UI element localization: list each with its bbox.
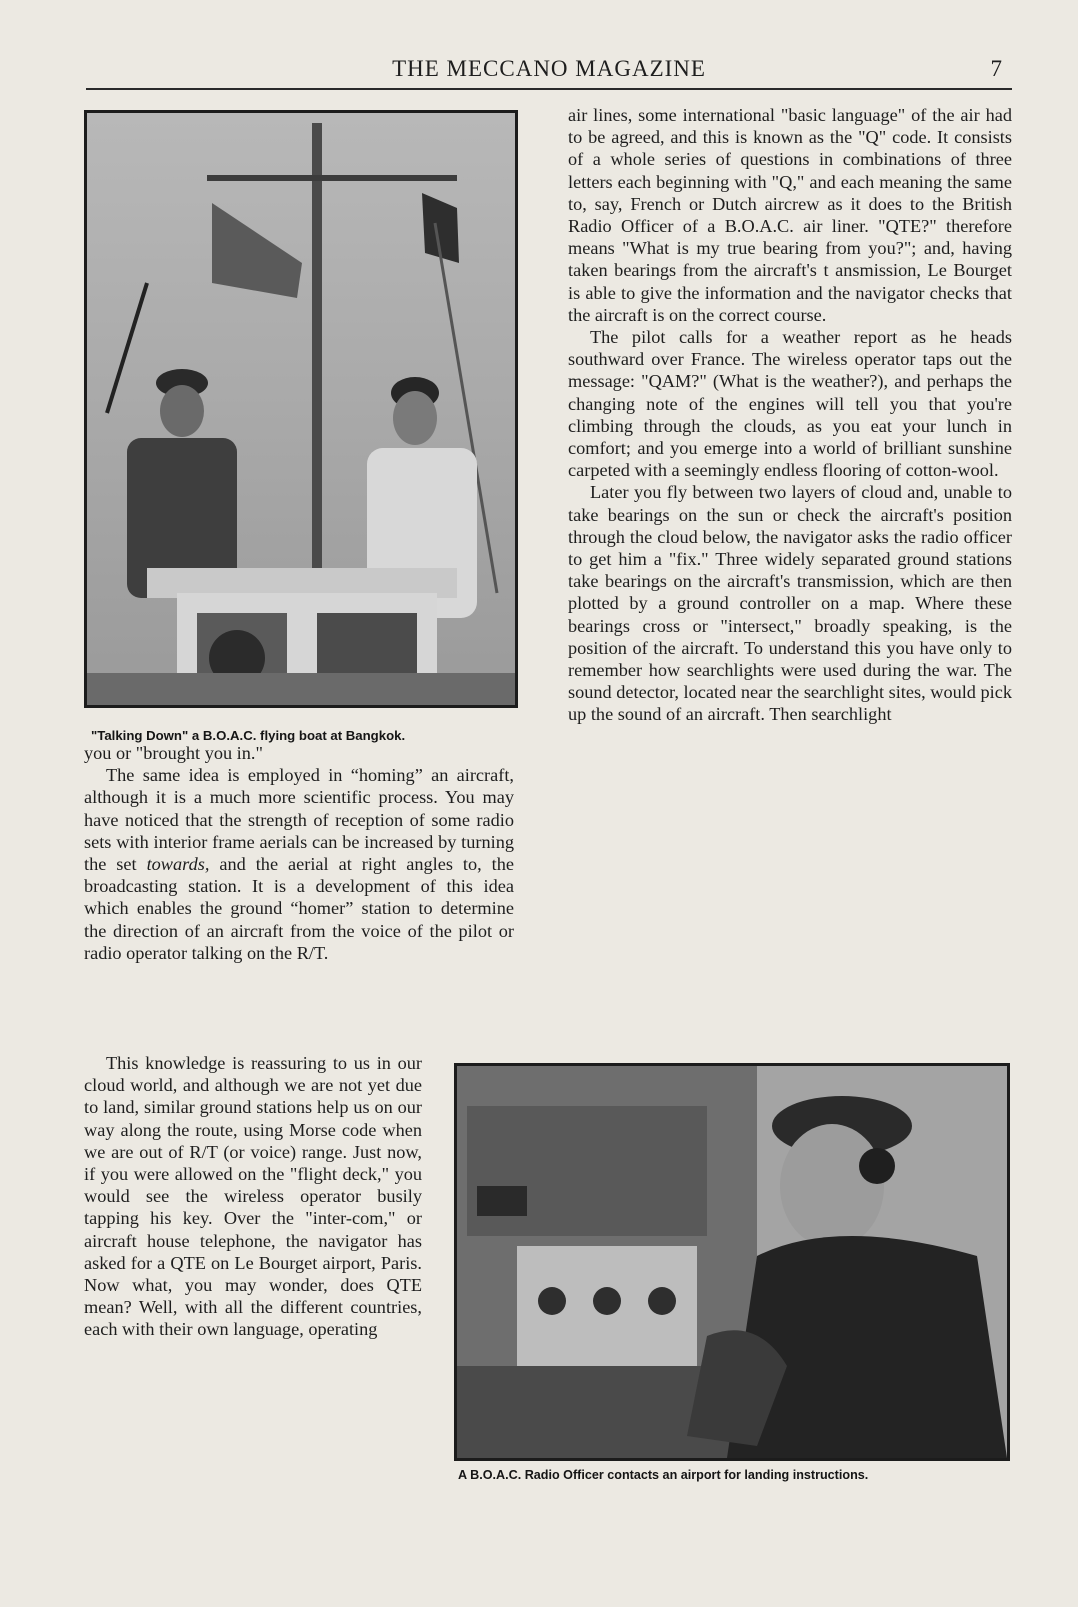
left-paragraph-2: The same idea is employed in “homing” an aircraft, although it is a much more scientific process. You may have noticed that the strength of reception of some radio sets with interior frame aerials can be increased by turning the set towards, and the aerial at right angles to, the broadcasting station. It is a development of this idea which enables the ground “homer” station to determine the direction of an aircraft from the voice of the pilot or radio operator talking on the R/T. xyxy=(84,765,514,963)
left-italic-towards: towards, xyxy=(146,854,210,875)
photo-caption-bottom: A B.O.A.C. Radio Officer contacts an airport for landing instructions. xyxy=(458,1468,869,1482)
left-paragraph-1: you or "brought you in." xyxy=(84,743,263,763)
left-column-text-lower xyxy=(84,1052,422,1341)
photo-talking-down xyxy=(84,110,518,708)
right-paragraph-3: Later you fly between two layers of cloud and, unable to take bearings on the sun or check the aircraft's position through the cloud below, the navigator asks the radio officer to get him a "fix." Three widely separated ground stations take bearings on the aircraft's transmission, which are then plotted by a ground controller on a map. Where these bearings cross or "intersect," broadly speaking, is the position of the aircraft. To understand this you have only to remember how searchlights were used during the war. The sound detector, located near the searchlight sites, would pick up the sound of an aircraft. Then searchlight xyxy=(568,482,1012,725)
right-paragraph-1: air lines, some international "basic language" of the air had to be agreed, and this is known as the "Q" code. It consists of a whole series of questions in combinations of three letters each beginning with "Q," and each meaning the same to, say, French or Dutch aircrew as it does to the British Radio Officer of a B.O.A.C. air liner. "QTE?" therefore means "What is my true bearing from you?"; and, having taken bearings from the aircraft's t ansmission, Le Bourget is able to give the information and the navigator checks that the aircraft is on the correct course. xyxy=(568,105,1012,325)
photo-radio-officer-image xyxy=(457,1066,1007,1458)
photo-radio-officer xyxy=(454,1063,1010,1461)
right-column-text xyxy=(568,104,1012,726)
page-number: 7 xyxy=(990,56,1002,81)
left-paragraph-3: This knowledge is reassuring to us in our cloud world, and although we are not yet due to land, similar ground stations help us on our way along the route, using Morse code when we are out of R/T (or voice) range. Just now, if you were allowed on the "flight deck," you would see the wireless operator busily tapping his key. Over the "inter-com," or aircraft house telephone, the navigator has asked for a QTE on Le Bourget airport, Paris. Now what, you may wonder, does QTE mean? Well, with all the different countries, each with their own language, operating xyxy=(84,1053,422,1340)
left-column-text-upper xyxy=(84,742,514,964)
right-paragraph-2: The pilot calls for a weather report as he heads southward over France. The wireless operator taps out the message: "QAM?" (What is the weather?), and perhaps the changing note of the engines will tell you that you're climbing through the clouds, as you eat your lunch in comfort; and you emerge into a world of brilliant sunshine carpeted with a seemingly endless flooring of cotton-wool. xyxy=(568,327,1012,481)
magazine-title: THE MECCANO MAGAZINE xyxy=(392,56,706,81)
page-header xyxy=(86,56,1012,90)
photo-talking-down-image xyxy=(87,113,515,705)
photo-caption-top: "Talking Down" a B.O.A.C. flying boat at Bangkok. xyxy=(91,728,406,743)
